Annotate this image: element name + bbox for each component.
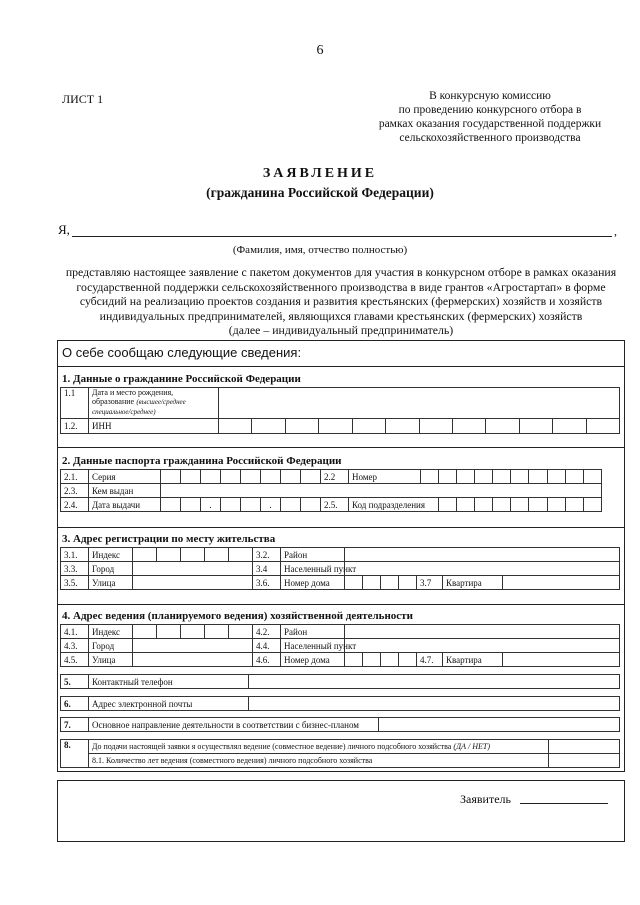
series-cell[interactable]	[281, 470, 301, 484]
household-years-label: 8.1. Количество лет ведения (совместного ведения) личного подсобного хозяйства	[89, 754, 549, 768]
district-field[interactable]	[345, 625, 620, 639]
row-number: 2.5.	[321, 498, 349, 512]
table-row	[61, 639, 620, 653]
addressee-line: сельскохозяйственного производства	[399, 132, 581, 144]
settlement-field[interactable]	[345, 562, 620, 576]
section-3-table	[60, 547, 620, 590]
number-cell[interactable]	[547, 470, 565, 484]
row-number: 2.1.	[61, 470, 89, 484]
row-number: 1.2.	[61, 419, 89, 434]
index-cell[interactable]	[205, 548, 229, 562]
dept-code-cell[interactable]	[583, 498, 601, 512]
inn-cell[interactable]	[520, 419, 553, 433]
comma: ,	[614, 224, 617, 238]
number-cell[interactable]	[421, 470, 439, 484]
addressee	[355, 89, 625, 145]
row-number: 2.4.	[61, 498, 89, 512]
inn-cell[interactable]	[587, 419, 619, 433]
date-separator: .	[261, 498, 281, 512]
settlement-label: Населенный пункт	[281, 639, 345, 653]
row-number: 1.1	[61, 388, 89, 419]
issue-date-label: Дата выдачи	[89, 498, 161, 512]
section-1-table	[60, 387, 620, 434]
house-cell[interactable]	[345, 576, 363, 590]
date-cell[interactable]	[281, 498, 301, 512]
number-cell[interactable]	[529, 470, 547, 484]
number-cell[interactable]	[475, 470, 493, 484]
table-row	[61, 625, 620, 639]
house-label: Номер дома	[281, 576, 345, 590]
section-2-table	[60, 469, 620, 512]
about-heading: О себе сообщаю следующие сведения:	[62, 345, 302, 360]
row-number: 2.2	[321, 470, 349, 484]
inn-cell[interactable]	[252, 419, 285, 433]
dept-code-cell[interactable]	[511, 498, 529, 512]
city-field[interactable]	[133, 562, 253, 576]
inn-cell[interactable]	[420, 419, 453, 433]
row-number: 3.6.	[253, 576, 281, 590]
page-number: 6	[316, 43, 324, 58]
signature-label: Заявитель	[460, 792, 511, 806]
house-cell[interactable]	[363, 653, 381, 667]
issued-by-field[interactable]	[161, 484, 602, 498]
number-cell[interactable]	[565, 470, 583, 484]
date-cell[interactable]	[161, 498, 181, 512]
section-7-table	[60, 717, 620, 732]
inn-cells	[219, 419, 619, 433]
intro-line: субсидий на реализацию проектов создания и развития крестьянских (фермерских) хозяйств и хозяйств	[79, 294, 603, 308]
house-cell[interactable]	[381, 576, 399, 590]
inn-cell[interactable]	[486, 419, 519, 433]
household-label-text: До подачи настоящей заявки я осуществлял ведение (совместное ведение) личного подсобного хозяйства	[92, 742, 452, 751]
table-row	[61, 697, 620, 711]
settlement-field[interactable]	[345, 639, 620, 653]
household-answer-hint: (ДА / НЕТ)	[453, 742, 490, 751]
section-3-heading: 3. Адрес регистрации по месту жительства	[62, 533, 276, 545]
row-number: 4.1.	[61, 625, 89, 639]
inn-cell[interactable]	[553, 419, 586, 433]
street-label: Улица	[89, 576, 133, 590]
divider	[57, 604, 624, 605]
row-number: 3.7	[417, 576, 443, 590]
apartment-label: Квартира	[443, 576, 503, 590]
addressee-line: по проведению конкурсного отбора в	[398, 104, 582, 116]
table-row	[61, 653, 620, 667]
index-cell[interactable]	[157, 625, 181, 639]
section-4-heading: 4. Адрес ведения (планируемого ведения) хозяйственной деятельности	[62, 610, 413, 622]
district-field[interactable]	[345, 548, 620, 562]
series-cell[interactable]	[261, 470, 281, 484]
series-label: Серия	[89, 470, 161, 484]
section-2-heading: 2. Данные паспорта гражданина Российской Федерации	[62, 455, 342, 467]
table-row	[61, 718, 620, 732]
table-row	[61, 419, 620, 434]
intro-line: (далее – индивидуальный предприниматель)	[228, 323, 454, 337]
section-4-table	[60, 624, 620, 667]
dept-code-cell[interactable]	[439, 498, 457, 512]
household-label	[89, 740, 549, 754]
activity-field[interactable]	[379, 718, 620, 732]
household-years-field[interactable]	[549, 754, 620, 768]
index-cell[interactable]	[133, 548, 157, 562]
table-row	[61, 675, 620, 689]
index-cell[interactable]	[157, 548, 181, 562]
city-label: Город	[89, 639, 133, 653]
row-number: 3.4	[253, 562, 281, 576]
household-answer-field[interactable]	[549, 740, 620, 754]
house-cell[interactable]	[399, 576, 417, 590]
number-cell[interactable]	[583, 470, 601, 484]
row-number: 4.5.	[61, 653, 89, 667]
inn-cell[interactable]	[286, 419, 319, 433]
series-cell[interactable]	[181, 470, 201, 484]
date-cell[interactable]	[241, 498, 261, 512]
row-number: 6.	[61, 697, 89, 711]
row-number: 3.2.	[253, 548, 281, 562]
street-field[interactable]	[133, 653, 253, 667]
date-separator: .	[201, 498, 221, 512]
row-number: 4.7.	[417, 653, 443, 667]
table-row	[61, 388, 620, 419]
birth-label	[89, 388, 219, 419]
document-subtitle: (гражданина Российской Федерации)	[206, 185, 434, 200]
series-cell[interactable]	[161, 470, 181, 484]
inn-field[interactable]	[219, 419, 620, 434]
inn-cell[interactable]	[353, 419, 386, 433]
row-number: 3.1.	[61, 548, 89, 562]
street-field[interactable]	[133, 576, 253, 590]
house-cell[interactable]	[345, 653, 363, 667]
settlement-label: Населенный пункт	[281, 562, 345, 576]
email-field[interactable]	[249, 697, 620, 711]
row-number: 4.3.	[61, 639, 89, 653]
inn-cell[interactable]	[453, 419, 486, 433]
birth-label-text: Дата и место рождения, образование	[92, 388, 174, 406]
dept-code-label: Код подразделения	[349, 498, 439, 512]
section-6-table	[60, 696, 620, 711]
inn-cell[interactable]	[386, 419, 419, 433]
row-number: 3.3.	[61, 562, 89, 576]
index-cell[interactable]	[181, 548, 205, 562]
district-label: Район	[281, 625, 345, 639]
table-row	[61, 484, 620, 498]
sheet-label: ЛИСТ 1	[62, 92, 104, 106]
dept-code-cell[interactable]	[475, 498, 493, 512]
house-cell[interactable]	[363, 576, 381, 590]
intro-text	[58, 265, 624, 338]
issued-by-label: Кем выдан	[89, 484, 161, 498]
number-cell[interactable]	[457, 470, 475, 484]
index-label: Индекс	[89, 548, 133, 562]
table-row	[61, 548, 620, 562]
table-row	[61, 740, 620, 754]
table-row	[61, 576, 620, 590]
series-cell[interactable]	[201, 470, 221, 484]
inn-label: ИНН	[89, 419, 219, 434]
email-label: Адрес электронной почты	[89, 697, 249, 711]
apartment-label: Квартира	[443, 653, 503, 667]
signature-field[interactable]	[520, 803, 608, 804]
date-cell[interactable]	[301, 498, 321, 512]
row-number: 7.	[61, 718, 89, 732]
about-divider	[57, 366, 624, 367]
index-cell[interactable]	[133, 625, 157, 639]
table-row	[61, 470, 620, 484]
activity-label: Основное направление деятельности в соответствии с бизнес-планом	[89, 718, 379, 732]
section-5-table	[60, 674, 620, 689]
number-cell[interactable]	[439, 470, 457, 484]
intro-line: представляю настоящее заявление с пакетом документов для участия в конкурсном отборе в рамках оказания	[65, 265, 617, 279]
dept-code-cell[interactable]	[547, 498, 565, 512]
row-number: 4.6.	[253, 653, 281, 667]
full-name-hint: (Фамилия, имя, отчество полностью)	[232, 244, 408, 256]
apartment-field[interactable]	[503, 653, 620, 667]
number-cell[interactable]	[511, 470, 529, 484]
street-label: Улица	[89, 653, 133, 667]
intro-line: индивидуальных предпринимателей, являющихся главами крестьянских (фермерских) хозяйств	[99, 308, 583, 323]
table-row	[61, 498, 620, 512]
row-number: 2.3.	[61, 484, 89, 498]
index-cell[interactable]	[229, 548, 253, 562]
row-number: 5.	[61, 675, 89, 689]
row-number: 3.5.	[61, 576, 89, 590]
dept-code-cell[interactable]	[529, 498, 547, 512]
index-label: Индекс	[89, 625, 133, 639]
index-cell[interactable]	[205, 625, 229, 639]
table-row	[61, 754, 620, 768]
number-cell[interactable]	[493, 470, 511, 484]
intro-line: государственной поддержки сельскохозяйственного производства в виде грантов «Агростартап» в форме	[76, 279, 606, 294]
date-cell[interactable]	[221, 498, 241, 512]
birth-hint: (высшее/среднее специальное/среднее)	[92, 398, 186, 416]
row-number: 4.4.	[253, 639, 281, 653]
series-cell[interactable]	[301, 470, 321, 484]
house-label: Номер дома	[281, 653, 345, 667]
house-cell[interactable]	[381, 653, 399, 667]
document-title: ЗАЯВЛЕНИЕ	[262, 166, 378, 181]
phone-field[interactable]	[249, 675, 620, 689]
district-label: Район	[281, 548, 345, 562]
section-8-table	[60, 739, 620, 768]
index-cell[interactable]	[181, 625, 205, 639]
number-label: Номер	[349, 470, 421, 484]
signature-box	[57, 780, 625, 842]
house-cell[interactable]	[399, 653, 417, 667]
divider	[57, 527, 624, 528]
full-name-field[interactable]	[72, 236, 612, 237]
row-number: 8.	[61, 740, 89, 768]
dept-code-cell[interactable]	[457, 498, 475, 512]
date-cell[interactable]	[181, 498, 201, 512]
dept-code-cell[interactable]	[493, 498, 511, 512]
inn-cell[interactable]	[219, 419, 252, 433]
apartment-field[interactable]	[503, 576, 620, 590]
table-row	[61, 562, 620, 576]
inn-cell[interactable]	[319, 419, 352, 433]
birth-field[interactable]	[219, 388, 620, 419]
dept-code-cell[interactable]	[565, 498, 583, 512]
ya-label: Я,	[58, 222, 70, 237]
addressee-line: В конкурсную комиссию	[429, 90, 551, 102]
phone-label: Контактный телефон	[89, 675, 249, 689]
city-field[interactable]	[133, 639, 253, 653]
series-cell[interactable]	[241, 470, 261, 484]
series-cell[interactable]	[221, 470, 241, 484]
city-label: Город	[89, 562, 133, 576]
row-number: 4.2.	[253, 625, 281, 639]
index-cell[interactable]	[229, 625, 253, 639]
divider	[57, 447, 624, 448]
section-1-heading: 1. Данные о гражданине Российской Федерации	[62, 373, 301, 385]
addressee-line: рамках оказания государственной поддержки	[378, 118, 602, 130]
